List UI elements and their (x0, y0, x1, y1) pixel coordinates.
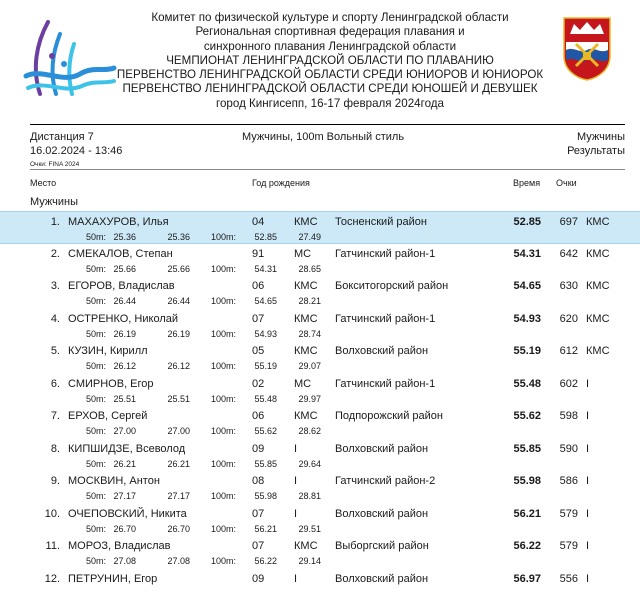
athlete-name: МОРОЗ, Владислав (68, 540, 171, 552)
split-50-label: 50m: (85, 556, 106, 566)
split-100-lap: 29.07 (298, 361, 321, 371)
split-50-time: 25.66 (113, 263, 136, 274)
col-points-header: Очки (556, 178, 577, 188)
split-50-time: 26.12 (113, 361, 136, 371)
athlete-rank: I (294, 572, 298, 585)
split-100-label: 100m: (210, 232, 236, 242)
split-50-lap: 27.00 (167, 426, 190, 436)
result-time: 52.85 (513, 216, 541, 228)
birth-year: 06 (252, 410, 265, 422)
result-points: 579 (559, 540, 578, 552)
split-100-label: 100m: (210, 263, 236, 274)
club-name: Бокситогорский район (335, 280, 449, 292)
split-50-time: 27.00 (113, 426, 136, 436)
result-time: 56.22 (513, 540, 541, 552)
split-100-lap: 28.21 (298, 296, 321, 306)
header-line: ПЕРВЕНСТВО ЛЕНИНГРАДСКОЙ ОБЛАСТИ СРЕДИ ЮНИОРОВ И ЮНИОРОК (116, 68, 544, 82)
achieved-rank: I (586, 377, 590, 390)
athlete-name: ПЕТРУНИН, Егор (68, 572, 158, 585)
result-row (0, 406, 640, 439)
split-50-label: 50m: (85, 523, 106, 534)
result-row (0, 374, 640, 407)
points-note: Очки: FINA 2024 (30, 161, 80, 168)
split-100-time: 54.31 (254, 263, 277, 274)
athlete-name: КУЗИН, Кирилл (68, 345, 148, 357)
club-name: Тосненский район (335, 216, 427, 228)
split-50-label: 50m: (85, 426, 106, 436)
split-100-label: 100m: (210, 491, 236, 501)
athlete-rank: КМС (294, 540, 318, 552)
achieved-rank: I (586, 540, 590, 552)
split-100-time: 54.93 (254, 328, 277, 339)
split-50-lap: 26.44 (167, 296, 190, 306)
athlete-name: ОСТРЕНКО, Николай (68, 312, 179, 325)
club-name: Гатчинский район-1 (335, 247, 436, 260)
split-100-time: 55.98 (254, 491, 277, 501)
club-name: Волховский район (335, 442, 429, 455)
birth-year: 07 (252, 540, 265, 552)
coat-of-arms-icon (562, 16, 612, 82)
split-100-time: 54.65 (254, 296, 277, 306)
split-100-lap: 29.51 (298, 523, 321, 534)
club-name: Гатчинский район-2 (335, 475, 436, 487)
split-100-label: 100m: (210, 296, 236, 306)
meta-divider (30, 169, 625, 170)
split-100-lap: 29.97 (298, 393, 321, 404)
split-100-lap: 28.74 (298, 328, 321, 339)
split-100-lap: 28.65 (298, 263, 321, 274)
birth-year: 05 (252, 345, 265, 357)
place: 5. (50, 345, 60, 357)
header-lines (100, 11, 560, 111)
result-row (0, 569, 640, 593)
place: 7. (50, 410, 60, 422)
split-100-label: 100m: (210, 426, 236, 436)
split-100-time: 52.85 (254, 232, 277, 242)
split-100-time: 56.22 (254, 556, 277, 566)
achieved-rank: I (586, 507, 590, 520)
place: 9. (50, 475, 60, 487)
club-name: Волховский район (335, 572, 429, 585)
place: 4. (50, 312, 60, 325)
result-row (0, 439, 640, 472)
result-time: 56.97 (513, 572, 541, 585)
birth-year: 06 (252, 280, 265, 292)
split-50-time: 25.36 (113, 232, 136, 242)
split-50-lap: 25.66 (167, 263, 190, 274)
split-100-time: 55.85 (254, 458, 277, 469)
achieved-rank: I (586, 475, 590, 487)
athlete-rank: КМС (294, 410, 318, 422)
place: 12. (44, 572, 60, 585)
split-50-label: 50m: (85, 263, 106, 274)
header-line: синхронного плавания Ленинградской области (203, 39, 457, 53)
birth-year: 09 (252, 442, 265, 455)
athlete-name: СМЕКАЛОВ, Степан (68, 247, 173, 260)
result-points: 602 (559, 377, 578, 390)
birth-year: 04 (252, 216, 265, 228)
split-50-label: 50m: (85, 361, 106, 371)
club-name: Выборгский район (335, 540, 429, 552)
results-label: Результаты (567, 145, 625, 157)
result-row (0, 536, 640, 569)
athlete-rank: КМС (294, 345, 318, 357)
result-time: 55.19 (513, 345, 541, 357)
col-time-header: Время (513, 178, 541, 188)
athlete-rank: КМС (294, 312, 318, 325)
result-time: 55.85 (513, 442, 541, 455)
place: 10. (44, 507, 60, 520)
athlete-name: ОЧЕПОВСКИЙ, Никита (68, 507, 187, 520)
split-100-label: 100m: (210, 458, 236, 469)
athlete-rank: I (294, 475, 298, 487)
birth-year: 08 (252, 475, 265, 487)
athlete-rank: КМС (294, 216, 318, 228)
result-time: 56.21 (513, 507, 541, 520)
section-title: Мужчины (30, 196, 79, 208)
achieved-rank: КМС (586, 345, 610, 357)
split-50-label: 50m: (85, 296, 106, 306)
split-50-lap: 26.12 (167, 361, 190, 371)
place: 8. (50, 442, 60, 455)
achieved-rank: КМС (586, 247, 610, 260)
birth-year: 07 (252, 312, 265, 325)
result-row (0, 341, 640, 374)
split-50-lap: 27.08 (167, 556, 190, 566)
birth-year: 07 (252, 507, 265, 520)
split-50-time: 26.70 (113, 523, 136, 534)
split-50-time: 26.19 (113, 328, 136, 339)
achieved-rank: I (586, 572, 590, 585)
split-50-lap: 25.36 (167, 232, 190, 242)
birth-year: 09 (252, 572, 265, 585)
athlete-rank: КМС (294, 280, 318, 292)
result-row (0, 309, 640, 342)
split-50-label: 50m: (85, 458, 106, 469)
header-line: ПЕРВЕНСТВО ЛЕНИНГРАДСКОЙ ОБЛАСТИ СРЕДИ ЮНОШЕЙ И ДЕВУШЕК (122, 82, 538, 96)
athlete-name: МАХАХУРОВ, Илья (68, 216, 169, 228)
split-100-lap: 28.62 (298, 426, 321, 436)
athlete-rank: I (294, 507, 298, 520)
result-time: 54.65 (513, 280, 541, 292)
place: 11. (45, 540, 60, 552)
split-50-time: 26.21 (113, 458, 136, 469)
result-points: 620 (559, 312, 578, 325)
split-50-label: 50m: (85, 393, 106, 404)
result-row (0, 276, 640, 309)
split-100-time: 56.21 (254, 523, 277, 534)
split-100-lap: 29.14 (298, 556, 321, 566)
club-name: Волховский район (335, 507, 429, 520)
result-points: 697 (559, 216, 578, 228)
gender-label: Мужчины (576, 131, 625, 143)
header-divider (30, 124, 625, 125)
achieved-rank: КМС (586, 280, 610, 292)
club-name: Гатчинский район-1 (335, 312, 436, 325)
athlete-rank: МС (294, 377, 312, 390)
split-50-label: 50m: (85, 232, 106, 242)
achieved-rank: I (586, 442, 590, 455)
result-row (0, 211, 640, 244)
place: 2. (50, 247, 60, 260)
datetime-label: 16.02.2024 - 13:46 (30, 145, 123, 157)
split-100-time: 55.62 (254, 426, 277, 436)
athlete-name: ЕГОРОВ, Владислав (68, 280, 175, 292)
result-points: 586 (559, 475, 578, 487)
distance-label: Дистанция 7 (30, 131, 94, 143)
athlete-rank: I (294, 442, 298, 455)
result-points: 579 (559, 507, 578, 520)
header-line: Комитет по физической культуре и спорту Ленинградской области (151, 11, 509, 24)
split-50-lap: 26.19 (167, 328, 190, 339)
result-time: 55.48 (513, 377, 541, 390)
achieved-rank: I (586, 410, 590, 422)
split-50-time: 27.17 (113, 491, 136, 501)
result-points: 556 (559, 572, 578, 585)
split-50-time: 25.51 (113, 393, 136, 404)
header-line: ЧЕМПИОНАТ ЛЕНИНГРАДСКОЙ ОБЛАСТИ ПО ПЛАВАНИЮ (166, 53, 494, 67)
place: 6. (50, 377, 60, 390)
split-50-time: 26.44 (113, 296, 136, 306)
result-time: 55.62 (513, 410, 541, 422)
athlete-rank: МС (294, 247, 312, 260)
club-name: Подпорожский район (335, 410, 443, 422)
split-100-label: 100m: (210, 361, 236, 371)
split-50-lap: 26.70 (167, 523, 190, 534)
split-100-lap: 28.81 (298, 491, 321, 501)
athlete-name: СМИРНОВ, Егор (68, 377, 154, 390)
athlete-name: КИПШИДЗЕ, Всеволод (68, 442, 186, 455)
birth-year: 91 (252, 247, 265, 260)
split-50-label: 50m: (85, 328, 106, 339)
split-100-label: 100m: (210, 328, 236, 339)
result-points: 612 (559, 345, 578, 357)
split-50-lap: 26.21 (167, 458, 190, 469)
col-place-header: Место (30, 178, 57, 188)
result-row (0, 471, 640, 504)
athlete-name: МОСКВИН, Антон (68, 475, 160, 487)
header-line: город Кингисепп, 16-17 февраля 2024года (216, 96, 444, 110)
event-title: Мужчины, 100m Вольный стиль (242, 131, 405, 143)
split-100-time: 55.19 (254, 361, 277, 371)
split-50-lap: 27.17 (167, 491, 190, 501)
achieved-rank: КМС (586, 312, 610, 325)
split-50-time: 27.08 (113, 556, 136, 566)
split-100-label: 100m: (210, 393, 236, 404)
split-100-lap: 29.64 (298, 458, 321, 469)
result-time: 55.98 (513, 475, 541, 487)
achieved-rank: КМС (586, 216, 610, 228)
split-100-time: 55.48 (254, 393, 277, 404)
col-birth-header: Год рождения (252, 178, 310, 188)
split-100-label: 100m: (210, 556, 236, 566)
result-points: 598 (559, 410, 578, 422)
result-row (0, 504, 640, 537)
birth-year: 02 (252, 377, 265, 390)
result-points: 630 (559, 280, 578, 292)
split-50-lap: 25.51 (167, 393, 190, 404)
place: 1. (50, 216, 60, 228)
result-points: 642 (559, 247, 578, 260)
result-time: 54.93 (513, 312, 541, 325)
header-line: Региональная спортивная федерация плавания и (195, 25, 465, 39)
split-100-label: 100m: (210, 523, 236, 534)
athlete-name: ЕРХОВ, Сергей (68, 410, 148, 422)
result-points: 590 (559, 442, 578, 455)
split-100-lap: 27.49 (298, 232, 321, 242)
club-name: Гатчинский район-1 (335, 377, 436, 390)
result-row (0, 244, 640, 277)
club-name: Волховский район (335, 345, 429, 357)
document-header (0, 6, 640, 116)
split-50-label: 50m: (85, 491, 106, 501)
result-time: 54.31 (513, 247, 541, 260)
place: 3. (50, 280, 60, 292)
